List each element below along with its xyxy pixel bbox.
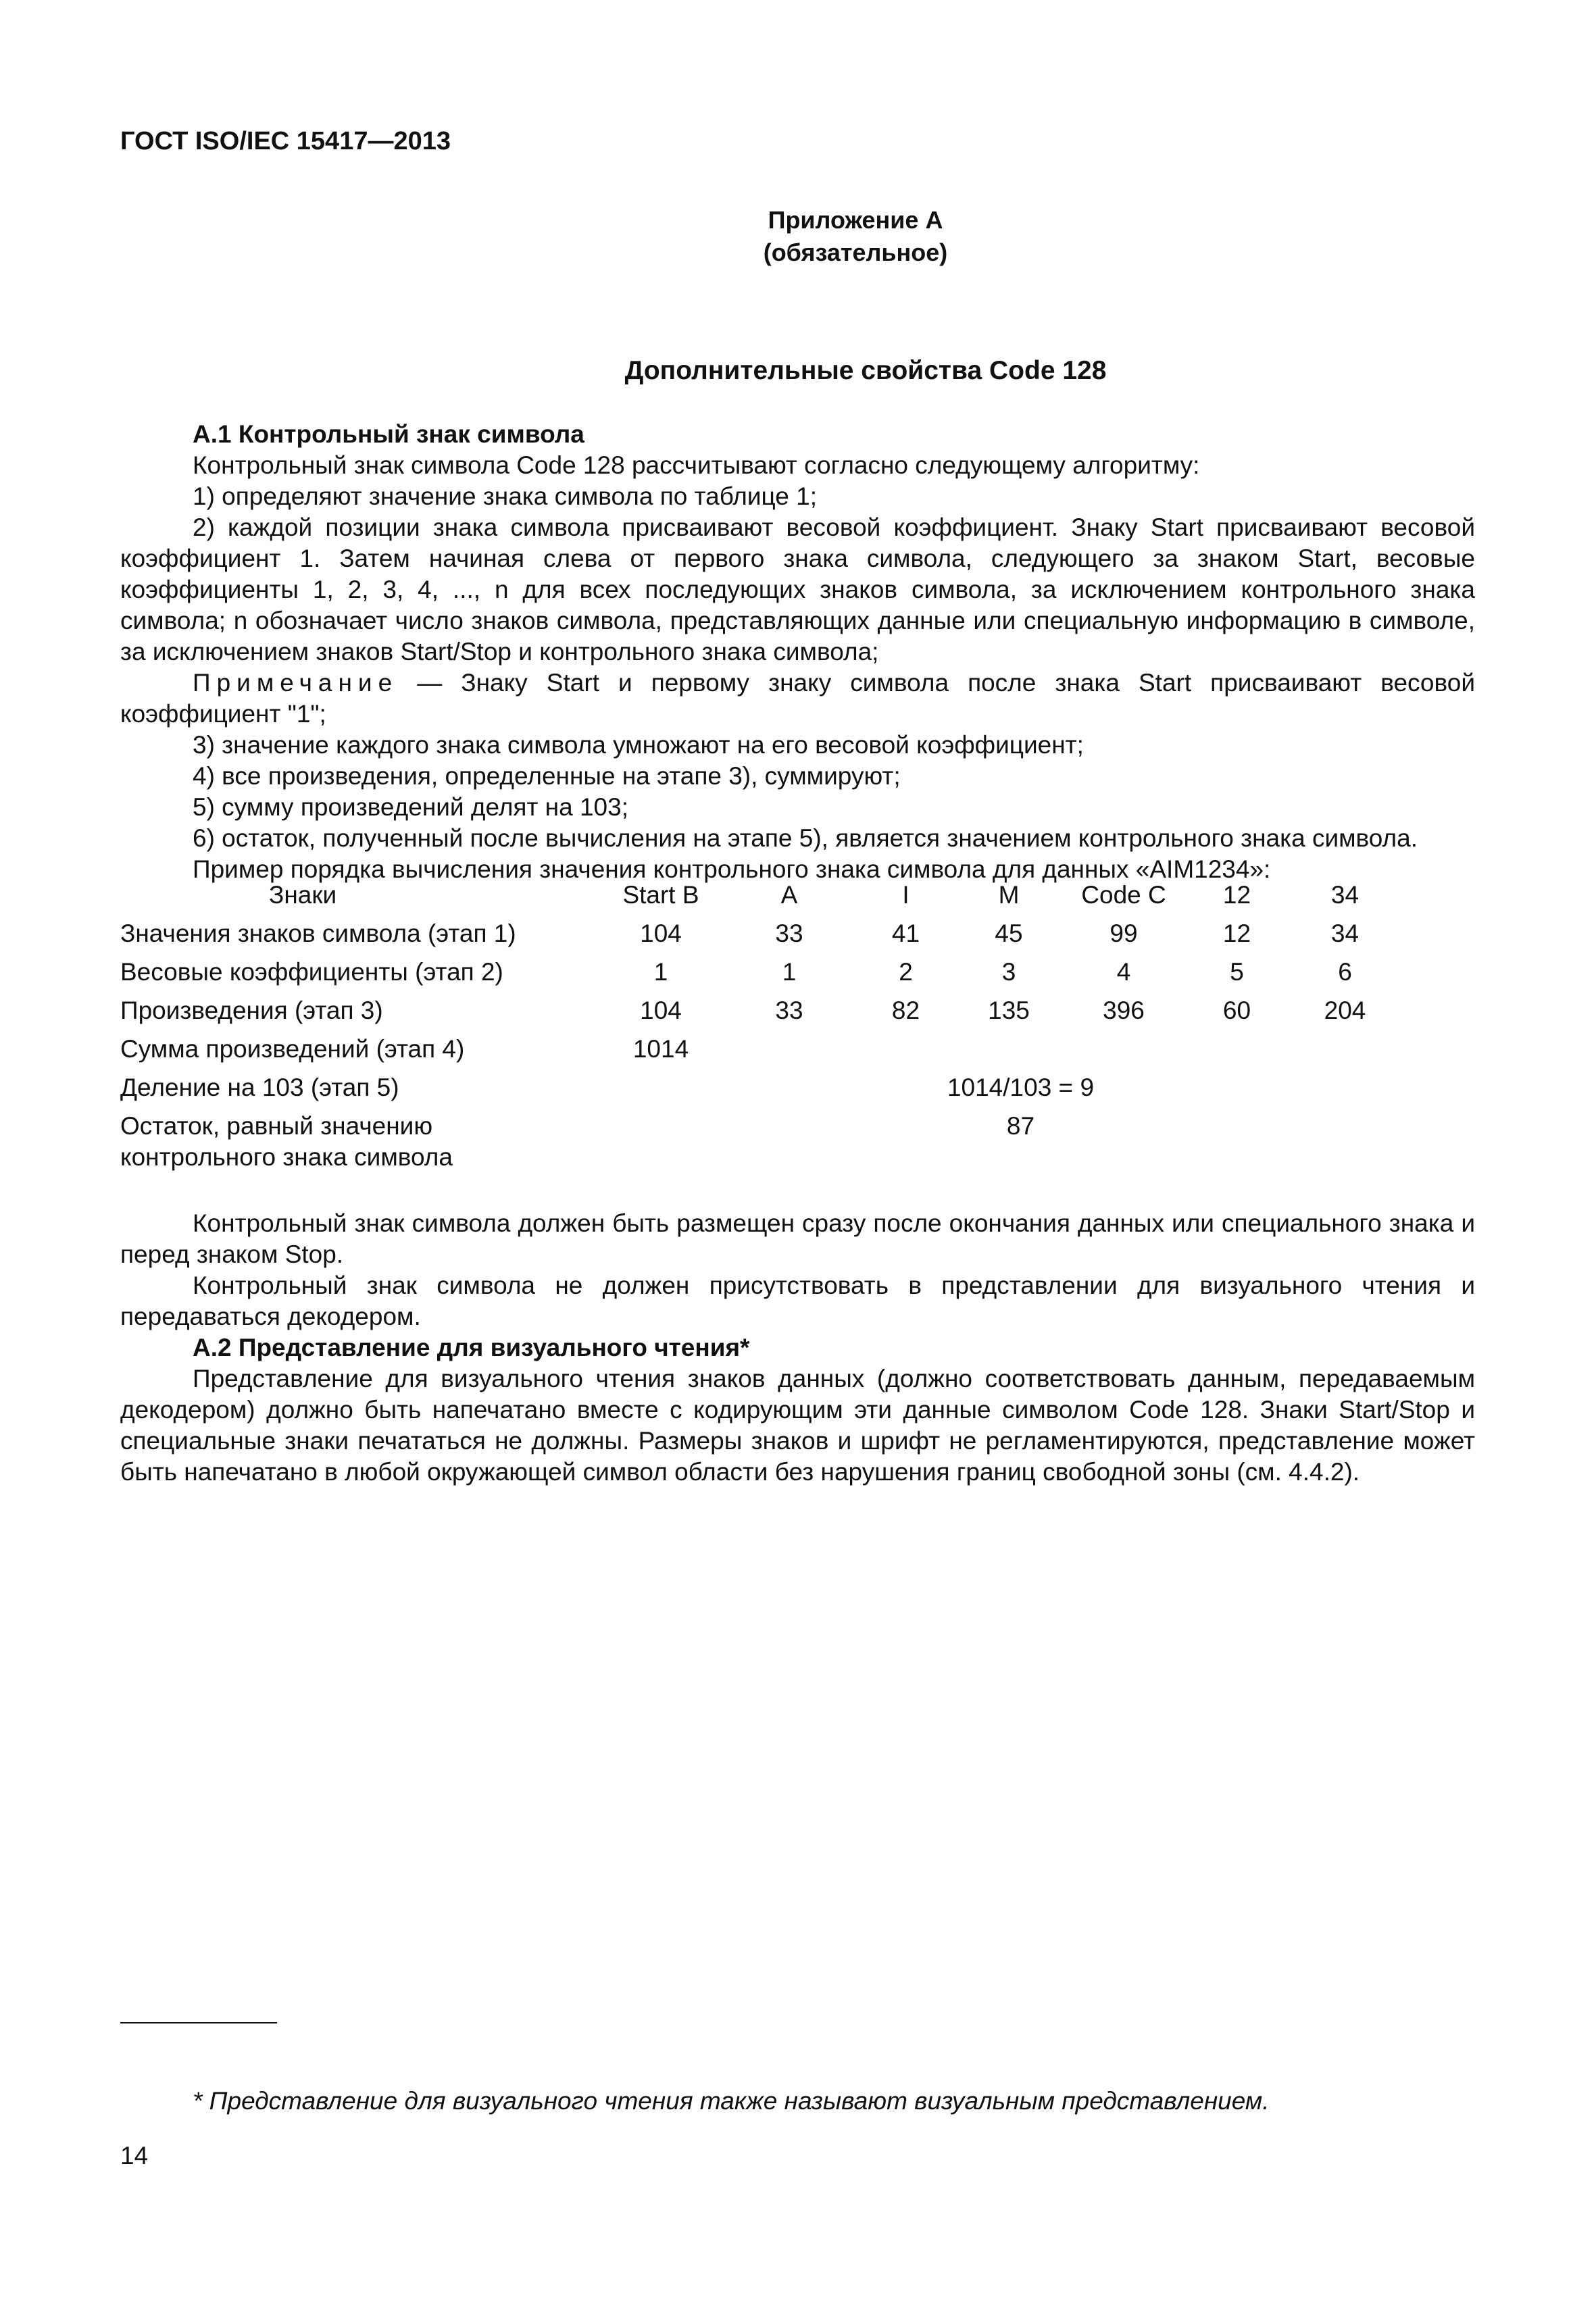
table-cell: 33 [775,920,803,947]
table-cell [614,1072,870,1111]
table-cell [120,880,614,918]
document-header: ГОСТ ISO/IEC 15417—2013 [120,127,451,155]
paragraph: 5) сумму произведений делят на 103; [193,793,628,821]
paragraph: Контрольный знак символа Code 128 рассчитывают согласно следующему алгоритму: [193,451,1200,479]
table-cell: Значения знаков символа (этап 1) [120,920,516,947]
section-a1 [120,419,1475,885]
paragraph: 3) значение каждого знака символа умножают на его весовой коэффициент; [193,731,1084,759]
note-text: — Знаку Start и первому знаку символа после знака Start присваивают весовой коэффициент "1"; [120,669,1475,728]
table-cell [1171,1111,1387,1173]
table-cell: 1 [782,958,797,986]
remainder-label-line: контрольного знака символа [120,1143,453,1171]
table-cell: M [998,881,1020,909]
annex-title-block [0,204,1596,269]
table-cell: 5 [1230,958,1244,986]
table-cell: 41 [891,920,920,947]
paragraph: 1) определяют значение знака символа по таблице 1; [193,482,818,510]
header-cell-label: Знаки [269,881,337,909]
section-after-example [120,1208,1475,1488]
table-cell: 34 [1330,881,1360,909]
table-cell: 135 [988,997,1030,1024]
footnote [120,2086,1475,2117]
table-cell: 60 [1222,997,1251,1024]
table-cell: 45 [995,920,1023,947]
table-cell: 12 [1222,920,1251,947]
paragraph: 6) остаток, полученный после вычисления на этапе 5), является значением контрольного знака символа. [193,824,1418,852]
footnote-divider [120,2022,277,2023]
annex-title: Приложение А [768,206,943,234]
table-cell: A [780,881,798,909]
table-row [120,995,1387,1034]
table-cell [708,1034,1387,1072]
footnote-text: * Представление для визуального чтения также называют визуальным представлением. [193,2087,1270,2115]
table-cell: 6 [1338,958,1352,986]
table-cell: 87 [1006,1112,1035,1140]
table-cell: 104 [640,920,682,947]
paragraph: Представление для визуального чтения знаков данных (должно соответствовать данным, передаваемым декодером) должно быть напечатано вместе с кодирующим эти данные символом Code 128. Знаки Start/Stop и специальные знаки печататься не должны. Размеры знаков и шрифт не регламентируются, представление может быть напечатано в любой окружающей символ области без нарушения границ свободной зоны (см. 4.4.2). [120,1365,1475,1486]
note-lead: Примечание [193,669,399,697]
section-a2-heading: А.2 Представление для визуального чтения* [193,1334,750,1361]
table-cell: 34 [1330,920,1360,947]
paragraph: 4) все произведения, определенные на этапе 3), суммируют; [193,762,901,790]
section-a1-heading: А.1 Контрольный знак символа [193,420,584,448]
paragraph: Контрольный знак символа не должен присутствовать в представлении для визуального чтения и передаваться декодером. [120,1272,1475,1330]
table-cell: 1014 [632,1035,689,1063]
table-cell: 99 [1109,920,1138,947]
table-cell: 396 [1103,997,1145,1024]
table-cell: Сумма произведений (этап 4) [120,1035,465,1063]
table-cell: 3 [1001,958,1016,986]
table-cell [1171,1072,1387,1111]
table-row [120,1072,1387,1111]
table-cell: 33 [775,997,803,1024]
table-cell: 1014/103 = 9 [947,1074,1095,1101]
table-row [120,1111,1387,1173]
main-title: Дополнительные свойства Code 128 [624,356,1107,385]
table-cell [614,1111,870,1173]
paragraph: Контрольный знак символа должен быть размещен сразу после окончания данных или специального знака и перед знаком Stop. [120,1209,1475,1268]
table-cell [120,1111,614,1173]
table-cell: 4 [1116,958,1131,986]
table-cell: 82 [891,997,920,1024]
page-number: 14 [120,2142,149,2169]
table-row [120,918,1387,957]
table-cell: 104 [640,997,682,1024]
table-cell: Произведения (этап 3) [120,997,383,1024]
main-title-block [0,355,1596,386]
paragraph: 2) каждой позиции знака символа присваивают весовой коэффициент. Знаку Start присваивают весовой коэффициент 1. Затем начиная слева от первого знака символа, следующего за знаком Start, весовые коэффициенты 1, 2, 3, 4, ..., n для всех последующих знаков символа, за исключением контрольного знака символа; n обозначает число знаков символа, представляющих данные или специальную информацию в символе, за исключением знаков Start/Stop и контрольного знака символа; [120,513,1475,665]
remainder-label-line: Остаток, равный значению [120,1112,433,1140]
table-header-row [120,880,1387,918]
table-cell: Start B [622,881,699,909]
table-cell: Весовые коэффициенты (этап 2) [120,958,503,986]
table-row [120,1034,1387,1072]
table-cell: Code C [1081,881,1166,909]
table-cell: 12 [1222,881,1251,909]
paragraph: Пример порядка вычисления значения контрольного знака символа для данных «AIM1234»: [193,855,1271,883]
table-cell: 1 [653,958,668,986]
table-cell: 204 [1324,997,1366,1024]
note [120,668,1475,730]
table-cell: I [902,881,909,909]
annex-status: (обязательное) [763,238,948,266]
table-cell: 2 [899,958,913,986]
example-table [120,880,1387,1173]
table-cell: Деление на 103 (этап 5) [120,1074,399,1101]
table-row [120,957,1387,995]
